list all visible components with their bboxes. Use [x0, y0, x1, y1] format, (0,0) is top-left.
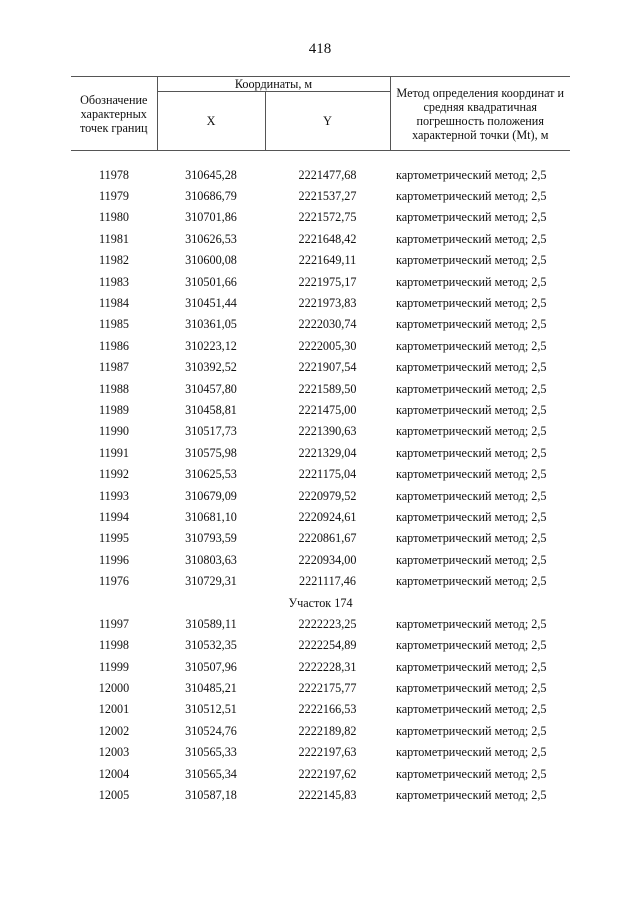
table-row — [71, 399, 570, 420]
y-coordinate-cell: 2222166,53 — [298, 702, 357, 717]
table-row — [71, 271, 570, 292]
method-cell: картометрический метод; 2,5 — [396, 381, 547, 396]
table-row — [71, 463, 570, 484]
table-row — [71, 485, 570, 506]
point-number-cell: 11984 — [98, 296, 130, 311]
y-coordinate-cell: 2221390,63 — [298, 424, 357, 439]
y-coordinate-cell: 2221475,00 — [298, 402, 357, 417]
method-cell: картометрический метод; 2,5 — [396, 317, 547, 332]
point-number-cell: 11989 — [98, 402, 130, 417]
y-coordinate-cell: 2221907,54 — [298, 360, 357, 375]
header-y: Y — [265, 92, 390, 151]
section-title: Участок 174 — [288, 595, 353, 610]
point-number-cell: 11981 — [98, 231, 130, 246]
header-coordinates: Координаты, м — [157, 77, 390, 92]
method-cell: картометрический метод; 2,5 — [396, 509, 547, 524]
table-row — [71, 506, 570, 527]
x-coordinate-cell: 310645,28 — [185, 167, 237, 182]
y-coordinate-cell: 2221175,04 — [298, 467, 357, 482]
section-title-row — [71, 592, 570, 613]
point-number-cell: 11980 — [98, 210, 130, 225]
x-coordinate-cell: 310701,86 — [185, 210, 237, 225]
point-number-cell: 11993 — [98, 488, 130, 503]
y-coordinate-cell: 2221648,42 — [298, 231, 357, 246]
point-number-cell: 11992 — [98, 467, 130, 482]
y-coordinate-cell: 2220979,52 — [298, 488, 357, 503]
x-coordinate-cell: 310575,98 — [185, 445, 237, 460]
y-coordinate-cell: 2222197,63 — [298, 745, 357, 760]
y-coordinate-cell: 2221975,17 — [298, 274, 357, 289]
point-number-cell: 12000 — [98, 681, 130, 696]
x-coordinate-cell: 310532,35 — [185, 638, 237, 653]
method-cell: картометрический метод; 2,5 — [396, 274, 547, 289]
coordinates-table — [71, 76, 570, 806]
x-coordinate-cell: 310686,79 — [185, 189, 237, 204]
x-coordinate-cell: 310589,11 — [185, 616, 237, 631]
page-number: 418 — [308, 41, 332, 57]
point-number-cell: 11996 — [98, 552, 130, 567]
method-cell: картометрический метод; 2,5 — [396, 702, 547, 717]
y-coordinate-cell: 2222030,74 — [298, 317, 357, 332]
method-cell: картометрический метод; 2,5 — [396, 296, 547, 311]
table-row — [71, 228, 570, 249]
header-x: X — [157, 92, 265, 151]
table-row — [71, 164, 570, 185]
method-cell: картометрический метод; 2,5 — [396, 488, 547, 503]
y-coordinate-cell: 2220861,67 — [298, 531, 357, 546]
x-coordinate-cell: 310524,76 — [185, 723, 237, 738]
table-row — [71, 763, 570, 784]
method-cell: картометрический метод; 2,5 — [396, 167, 547, 182]
point-number-cell: 12004 — [98, 766, 130, 781]
point-number-cell: 12005 — [98, 788, 130, 803]
y-coordinate-cell: 2222254,89 — [298, 638, 357, 653]
x-coordinate-cell: 310729,31 — [185, 574, 237, 589]
x-coordinate-cell: 310679,09 — [185, 488, 237, 503]
x-coordinate-cell: 310512,51 — [185, 702, 237, 717]
x-coordinate-cell: 310626,53 — [185, 231, 237, 246]
point-number-cell: 11999 — [98, 659, 130, 674]
x-coordinate-cell: 310803,63 — [185, 552, 237, 567]
point-number-cell: 11991 — [98, 445, 130, 460]
x-coordinate-cell: 310458,81 — [185, 402, 237, 417]
method-cell: картометрический метод; 2,5 — [396, 189, 547, 204]
x-coordinate-cell: 310451,44 — [185, 296, 237, 311]
x-coordinate-cell: 310681,10 — [185, 509, 237, 524]
y-coordinate-cell: 2221329,04 — [298, 445, 357, 460]
table-row — [71, 314, 570, 335]
x-coordinate-cell: 310625,53 — [185, 467, 237, 482]
point-number-cell: 11987 — [98, 360, 130, 375]
table-row — [71, 421, 570, 442]
table-row — [71, 635, 570, 656]
method-cell: картометрический метод; 2,5 — [396, 231, 547, 246]
y-coordinate-cell: 2221589,50 — [298, 381, 357, 396]
table-row — [71, 570, 570, 591]
point-number-cell: 11982 — [98, 253, 130, 268]
x-coordinate-cell: 310587,18 — [185, 788, 237, 803]
y-coordinate-cell: 2221117,46 — [299, 574, 356, 589]
point-number-cell: 11985 — [98, 317, 130, 332]
point-number-cell: 11976 — [98, 574, 130, 589]
y-coordinate-cell: 2222189,82 — [298, 723, 357, 738]
method-cell: картометрический метод; 2,5 — [396, 338, 547, 353]
table-row — [71, 250, 570, 271]
x-coordinate-cell: 310457,80 — [185, 381, 237, 396]
point-number-cell: 11979 — [98, 189, 130, 204]
y-coordinate-cell: 2222175,77 — [298, 681, 357, 696]
y-coordinate-cell: 2222223,25 — [298, 616, 357, 631]
method-cell: картометрический метод; 2,5 — [396, 402, 547, 417]
y-coordinate-cell: 2221572,75 — [298, 210, 357, 225]
method-cell: картометрический метод; 2,5 — [396, 638, 547, 653]
y-coordinate-cell: 2221973,83 — [298, 296, 357, 311]
x-coordinate-cell: 310223,12 — [185, 338, 237, 353]
table-row — [71, 742, 570, 763]
method-cell: картометрический метод; 2,5 — [396, 616, 547, 631]
table-row — [71, 207, 570, 228]
table-row — [71, 699, 570, 720]
method-cell: картометрический метод; 2,5 — [396, 360, 547, 375]
table-row — [71, 335, 570, 356]
method-cell: картометрический метод; 2,5 — [396, 745, 547, 760]
point-number-cell: 11990 — [98, 424, 130, 439]
x-coordinate-cell: 310507,96 — [185, 659, 237, 674]
table-body — [71, 151, 570, 806]
method-cell: картометрический метод; 2,5 — [396, 552, 547, 567]
y-coordinate-cell: 2220924,61 — [298, 509, 357, 524]
method-cell: картометрический метод; 2,5 — [396, 253, 547, 268]
table-row — [71, 357, 570, 378]
table-row — [71, 784, 570, 805]
point-number-cell: 12002 — [98, 723, 130, 738]
x-coordinate-cell: 310361,05 — [185, 317, 237, 332]
table-row — [71, 677, 570, 698]
method-cell: картометрический метод; 2,5 — [396, 445, 547, 460]
point-number-cell: 11995 — [98, 531, 130, 546]
point-number-cell: 12003 — [98, 745, 130, 760]
table-row — [71, 442, 570, 463]
header-designation: Обозначение характерных точек границ — [71, 77, 157, 151]
point-number-cell: 11994 — [98, 509, 130, 524]
table-row — [71, 656, 570, 677]
x-coordinate-cell: 310485,21 — [185, 681, 237, 696]
y-coordinate-cell: 2221649,11 — [298, 253, 357, 268]
method-cell: картометрический метод; 2,5 — [396, 531, 547, 546]
point-number-cell: 12001 — [98, 702, 130, 717]
table-row — [71, 185, 570, 206]
y-coordinate-cell: 2222005,30 — [298, 338, 357, 353]
y-coordinate-cell: 2221477,68 — [298, 167, 357, 182]
y-coordinate-cell: 2222228,31 — [298, 659, 357, 674]
table-row — [71, 549, 570, 570]
y-coordinate-cell: 2220934,00 — [298, 552, 357, 567]
header-spacer — [71, 151, 570, 165]
y-coordinate-cell: 2221537,27 — [298, 189, 357, 204]
table-header — [71, 77, 570, 151]
y-coordinate-cell: 2222145,83 — [298, 788, 357, 803]
point-number-cell: 11978 — [98, 167, 130, 182]
method-cell: картометрический метод; 2,5 — [396, 681, 547, 696]
table-row — [71, 528, 570, 549]
x-coordinate-cell: 310517,73 — [185, 424, 237, 439]
table-row — [71, 292, 570, 313]
x-coordinate-cell: 310501,66 — [185, 274, 237, 289]
method-cell: картометрический метод; 2,5 — [396, 210, 547, 225]
method-cell: картометрический метод; 2,5 — [396, 659, 547, 674]
method-cell: картометрический метод; 2,5 — [396, 766, 547, 781]
point-number-cell: 11997 — [98, 616, 130, 631]
table-row — [71, 378, 570, 399]
table-row — [71, 613, 570, 634]
point-number-cell: 11983 — [98, 274, 130, 289]
x-coordinate-cell: 310565,34 — [185, 766, 237, 781]
point-number-cell: 11998 — [98, 638, 130, 653]
x-coordinate-cell: 310392,52 — [185, 360, 237, 375]
method-cell: картометрический метод; 2,5 — [396, 723, 547, 738]
x-coordinate-cell: 310793,59 — [185, 531, 237, 546]
header-method: Метод определения координат и средняя квадратичная погрешность положения характерной точки (Mt), м — [390, 77, 570, 151]
point-number-cell: 11988 — [98, 381, 130, 396]
x-coordinate-cell: 310600,08 — [185, 253, 237, 268]
method-cell: картометрический метод; 2,5 — [396, 424, 547, 439]
method-cell: картометрический метод; 2,5 — [396, 788, 547, 803]
method-cell: картометрический метод; 2,5 — [396, 467, 547, 482]
table-row — [71, 720, 570, 741]
method-cell: картометрический метод; 2,5 — [396, 574, 547, 589]
x-coordinate-cell: 310565,33 — [185, 745, 237, 760]
y-coordinate-cell: 2222197,62 — [298, 766, 357, 781]
point-number-cell: 11986 — [98, 338, 130, 353]
